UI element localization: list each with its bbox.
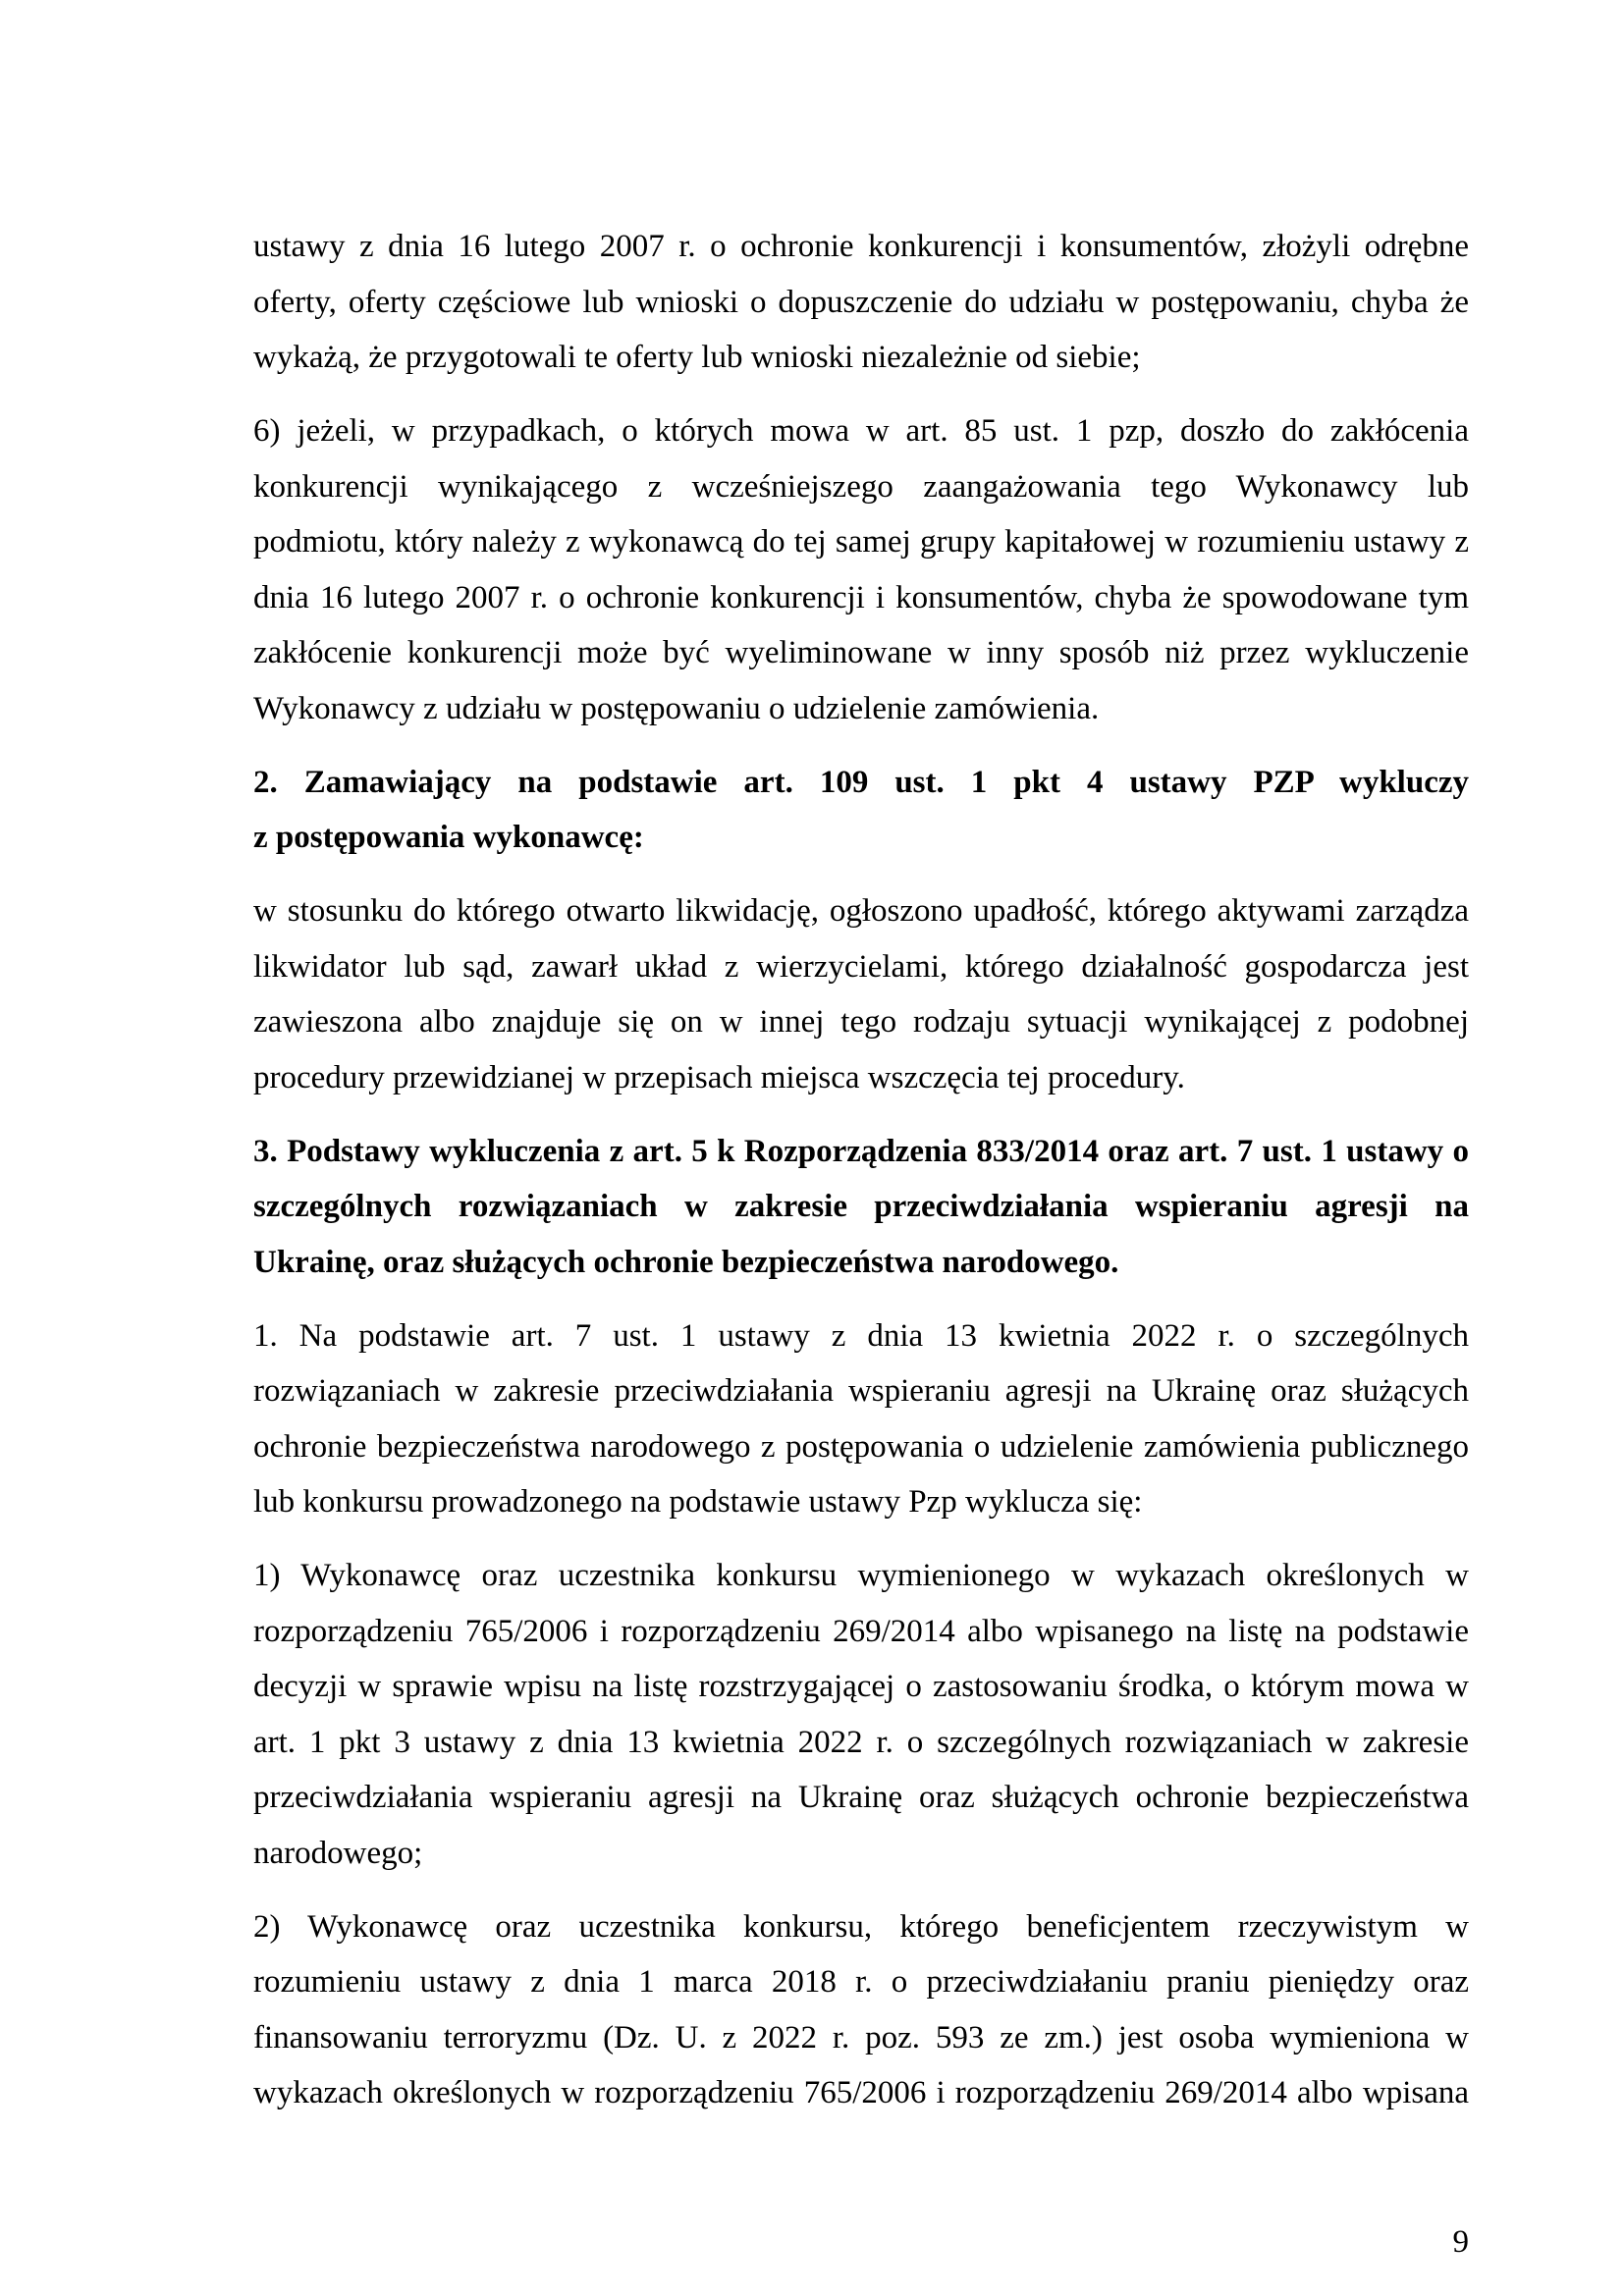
section-heading-3 (253, 1124, 1469, 1291)
text-line: decyzji w sprawie wpisu na listę rozstrzygającej o zastosowaniu środka, o którym mowa w (253, 1669, 1469, 1704)
heading-line: Ukrainę, oraz służących ochronie bezpieczeństwa narodowego. (253, 1244, 1119, 1280)
heading-line: 3. Podstawy wykluczenia z art. 5 k Rozporządzenia 833/2014 oraz art. 7 ust. 1 ustawy o (253, 1133, 1469, 1169)
paragraph-item-6-competition-distortion (253, 403, 1469, 736)
text-line: 2) Wykonawcę oraz uczestnika konkursu, którego beneficjentem rzeczywistym w (253, 1908, 1469, 1945)
paragraph-point-1-legal-basis (253, 1308, 1469, 1530)
text-line: rozumieniu ustawy z dnia 1 marca 2018 r. o przeciwdziałaniu praniu pieniędzy oraz (253, 1964, 1469, 2000)
text-line: w stosunku do którego otwarto likwidację, ogłoszono upadłość, którego aktywami zarządza (253, 893, 1469, 929)
heading-line: 2. Zamawiający na podstawie art. 109 ust. 1 pkt 4 ustawy PZP wykluczy (253, 764, 1469, 800)
text-line: lub konkursu prowadzonego na podstawie ustawy Pzp wyklucza się: (253, 1484, 1143, 1520)
text-line: narodowego; (253, 1835, 423, 1871)
text-line: rozwiązaniach w zakresie przeciwdziałania wspieraniu agresji na Ukrainę oraz służących (253, 1373, 1469, 1409)
text-line: 1) Wykonawcę oraz uczestnika konkursu wymienionego w wykazach określonych w (253, 1558, 1469, 1593)
text-line: 1. Na podstawie art. 7 ust. 1 ustawy z dnia 13 kwietnia 2022 r. o szczególnych (253, 1317, 1469, 1354)
heading-line: szczególnych rozwiązaniach w zakresie przeciwdziałania wspieraniu agresji na (253, 1189, 1469, 1224)
paragraph-item-2-beneficial-owner (253, 1899, 1469, 2121)
text-line: 6) jeżeli, w przypadkach, o których mowa w art. 85 ust. 1 pzp, doszło do zakłócenia (253, 413, 1469, 449)
text-line: zawieszona albo znajduje się on w innej tego rodzaju sytuacji wynikającej z podobnej (253, 1004, 1469, 1040)
text-line: oferty, oferty częściowe lub wnioski o dopuszczenie do udziału w postępowaniu, chyba że (253, 284, 1469, 320)
text-line: Wykonawcy z udziału w postępowaniu o udzielenie zamówienia. (253, 690, 1100, 726)
paragraph-continuation-collusion (253, 219, 1469, 386)
text-line: art. 1 pkt 3 ustawy z dnia 13 kwietnia 2022 r. o szczególnych rozwiązaniach w zakresie (253, 1724, 1469, 1760)
section-heading-2 (253, 755, 1469, 866)
text-line: likwidator lub sąd, zawarł układ z wierzycielami, którego działalność gospodarcza jest (253, 948, 1469, 985)
text-line: konkurencji wynikającego z wcześniejszego zaangażowania tego Wykonawcy lub (253, 468, 1469, 505)
text-line: finansowaniu terroryzmu (Dz. U. z 2022 r. poz. 593 ze zm.) jest osoba wymieniona w (253, 2019, 1469, 2056)
text-line: podmiotu, który należy z wykonawcą do tej samej grupy kapitałowej w rozumieniu ustawy z (253, 524, 1469, 560)
text-line: zakłócenie konkurencji może być wyeliminowane w inny sposób niż przez wykluczenie (253, 635, 1469, 670)
text-line: wykazach określonych w rozporządzeniu 765/2006 i rozporządzeniu 269/2014 albo wpisana (253, 2075, 1469, 2110)
text-line: rozporządzeniu 765/2006 i rozporządzeniu 269/2014 albo wpisanego na listę na podstawie (253, 1613, 1469, 1649)
heading-line: z postępowania wykonawcę: (253, 820, 644, 855)
page-number: 9 (1452, 2224, 1469, 2260)
text-line: ochronie bezpieczeństwa narodowego z postępowania o udzielenie zamówienia publicznego (253, 1428, 1469, 1465)
text-line: dnia 16 lutego 2007 r. o ochronie konkurencji i konsumentów, chyba że spowodowane tym (253, 579, 1469, 615)
paragraph-item-1-listed-contractor (253, 1548, 1469, 1881)
text-line: procedury przewidzianej w przepisach miejsca wszczęcia tej procedury. (253, 1059, 1185, 1095)
text-line: wykażą, że przygotowali te oferty lub wnioski niezależnie od siebie; (253, 340, 1141, 375)
text-line: ustawy z dnia 16 lutego 2007 r. o ochronie konkurencji i konsumentów, złożyli odrębne (253, 229, 1469, 264)
document-body (253, 219, 1469, 2139)
paragraph-liquidation-bankruptcy (253, 883, 1469, 1105)
text-line: przeciwdziałania wspieraniu agresji na Ukrainę oraz służących ochronie bezpieczeństwa (253, 1780, 1469, 1815)
